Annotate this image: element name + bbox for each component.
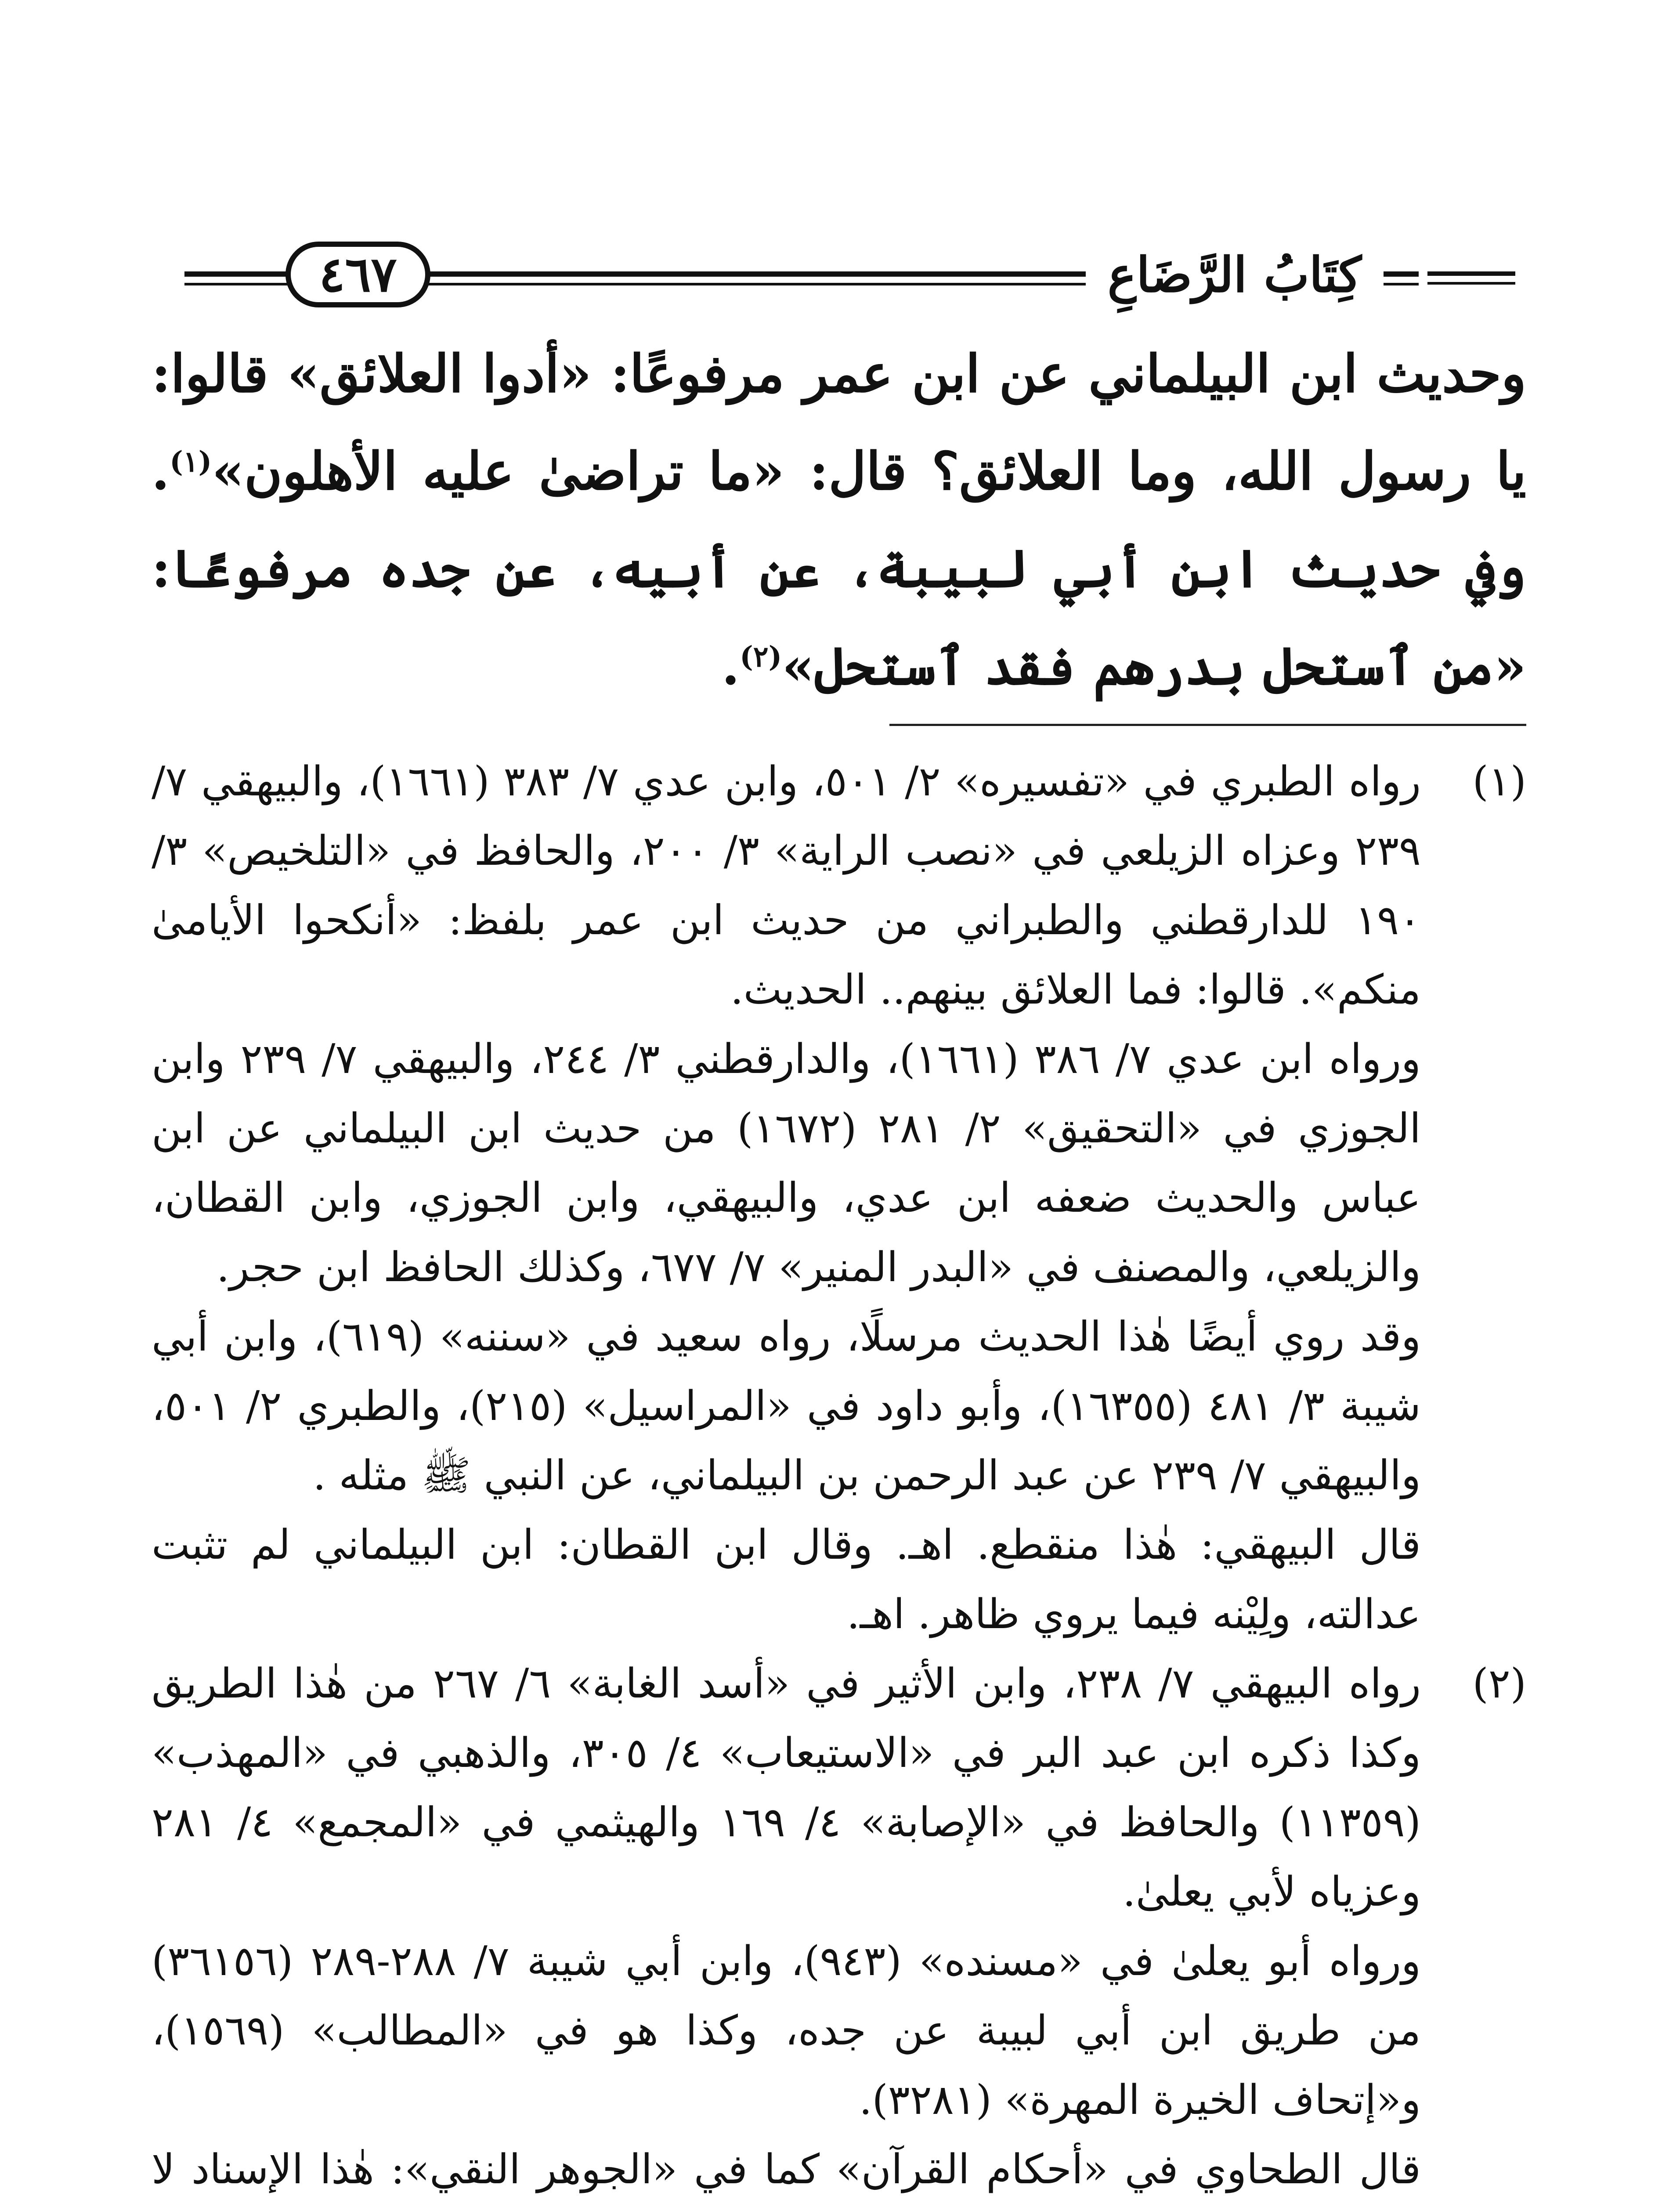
footnote-separator	[889, 724, 1526, 726]
main-text	[152, 325, 1526, 715]
footnote-ref[interactable]: (٢)	[740, 640, 782, 674]
running-header	[184, 228, 1524, 316]
footnote-number: (٢)	[1472, 1660, 1526, 1707]
footnote-paragraph: ورواه ابن عدي ٧/ ٣٨٦ (١٦٦١)، والدارقطني ٣/ ٢٤٤، والبيهقي ٧/ ٢٣٩ وابن الجوزي في «التحقيق» ٢/ ٢٨١ (١٦٧٢) من حديث ابن البيلماني عن ابن عباس والحديث ضعفه ابن عدي، والبيهقي، وابن الجوزي، وابن القطان، والزيلعي، والمصنف في «البدر المنير» ٧/ ٦٧٧، وكذلك الحافظ ابن حجر.	[152, 1035, 1421, 1291]
footnote-paragraph: رواه الطبري في «تفسيره» ٢/ ٥٠١، وابن عدي ٧/ ٣٨٣ (١٦٦١)، والبيهقي ٧/ ٢٣٩ وعزاه الزيلعي في «نصب الراية» ٣/ ٢٠٠، والحافظ في «التلخيص» ٣/ ١٩٠ للدارقطني والطبراني من حديث ابن عمر بلفظ: «أنكحوا الأيامىٰ منكم». قالوا: فما العلائق بينهم.. الحديث.	[152, 758, 1421, 1013]
main-text-part: وحديث ابن البيلماني عن ابن عمر مرفوعًا: «أدوا العلائق» قالوا: يا رسول الله، وما العلائق؟ قال: «ما تراضىٰ عليه الأهلون»	[152, 343, 1526, 502]
page-number-badge: ٤٦٧	[285, 242, 430, 307]
footnote-paragraph: قال الطحاوي في «أحكام القرآن» كما في «الجوهر النقي»: هٰذا الإسناد لا	[152, 2145, 1421, 2193]
footnote	[152, 1649, 1526, 2196]
footnote-number: (١)	[1472, 758, 1526, 805]
footnote-ref[interactable]: (١)	[170, 445, 212, 479]
chapter-title: كِتَابُ الرَّضَاعِ	[1086, 242, 1384, 307]
footnote-paragraph: وقد روي أيضًا هٰذا الحديث مرسلًا، رواه سعيد في «سننه» (٦١٩)، وابن أبي شيبة ٣/ ٤٨١ (١٦٣٥٥)، وأبو داود في «المراسيل» (٢١٥)، والطبري ٢/ ٥٠١، والبيهقي ٧/ ٢٣٩ عن عبد الرحمن بن البيلماني، عن النبي ﷺ مثله .	[152, 1313, 1421, 1499]
main-text-part: .	[722, 636, 740, 697]
header-end-ornament	[1419, 242, 1524, 307]
footnote	[152, 747, 1526, 1649]
footnote-paragraph: ورواه أبو يعلىٰ في «مسنده» (٩٤٣)، وابن أبي شيبة ٧/ ٢٨٨-٢٨٩ (٣٦١٥٦) من طريق ابن أبي لبيبة عن جده، وكذا هو في «المطالب» (١٥٦٩)، و«إتحاف الخيرة المهرة» (٣٢٨١).	[152, 1937, 1421, 2124]
footnote-paragraph: رواه البيهقي ٧/ ٢٣٨، وابن الأثير في «أسد الغابة» ٦/ ٢٦٧ من هٰذا الطريق وكذا ذكره ابن عبد البر في «الاستيعاب» ٤/ ٣٠٥، والذهبي في «المهذب» (١١٣٥٩) والحافظ في «الإصابة» ٤/ ١٦٩ والهيثمي في «المجمع» ٤/ ٢٨١ وعزياه لأبي يعلىٰ.	[152, 1660, 1421, 1915]
main-text-part: . وفي حديث ابن أبي لبيبة، عن أبيه، عن جده مرفوعًا: «من ٱستحل بدرهم فقد ٱستحل»	[152, 441, 1526, 697]
footnotes	[152, 747, 1526, 2196]
footnote-paragraph: قال البيهقي: هٰذا منقطع. اهـ. وقال ابن القطان: ابن البيلماني لم تثبت عدالته، ولِيْنه فيما يروي ظاهر. اهـ.	[152, 1521, 1421, 1638]
